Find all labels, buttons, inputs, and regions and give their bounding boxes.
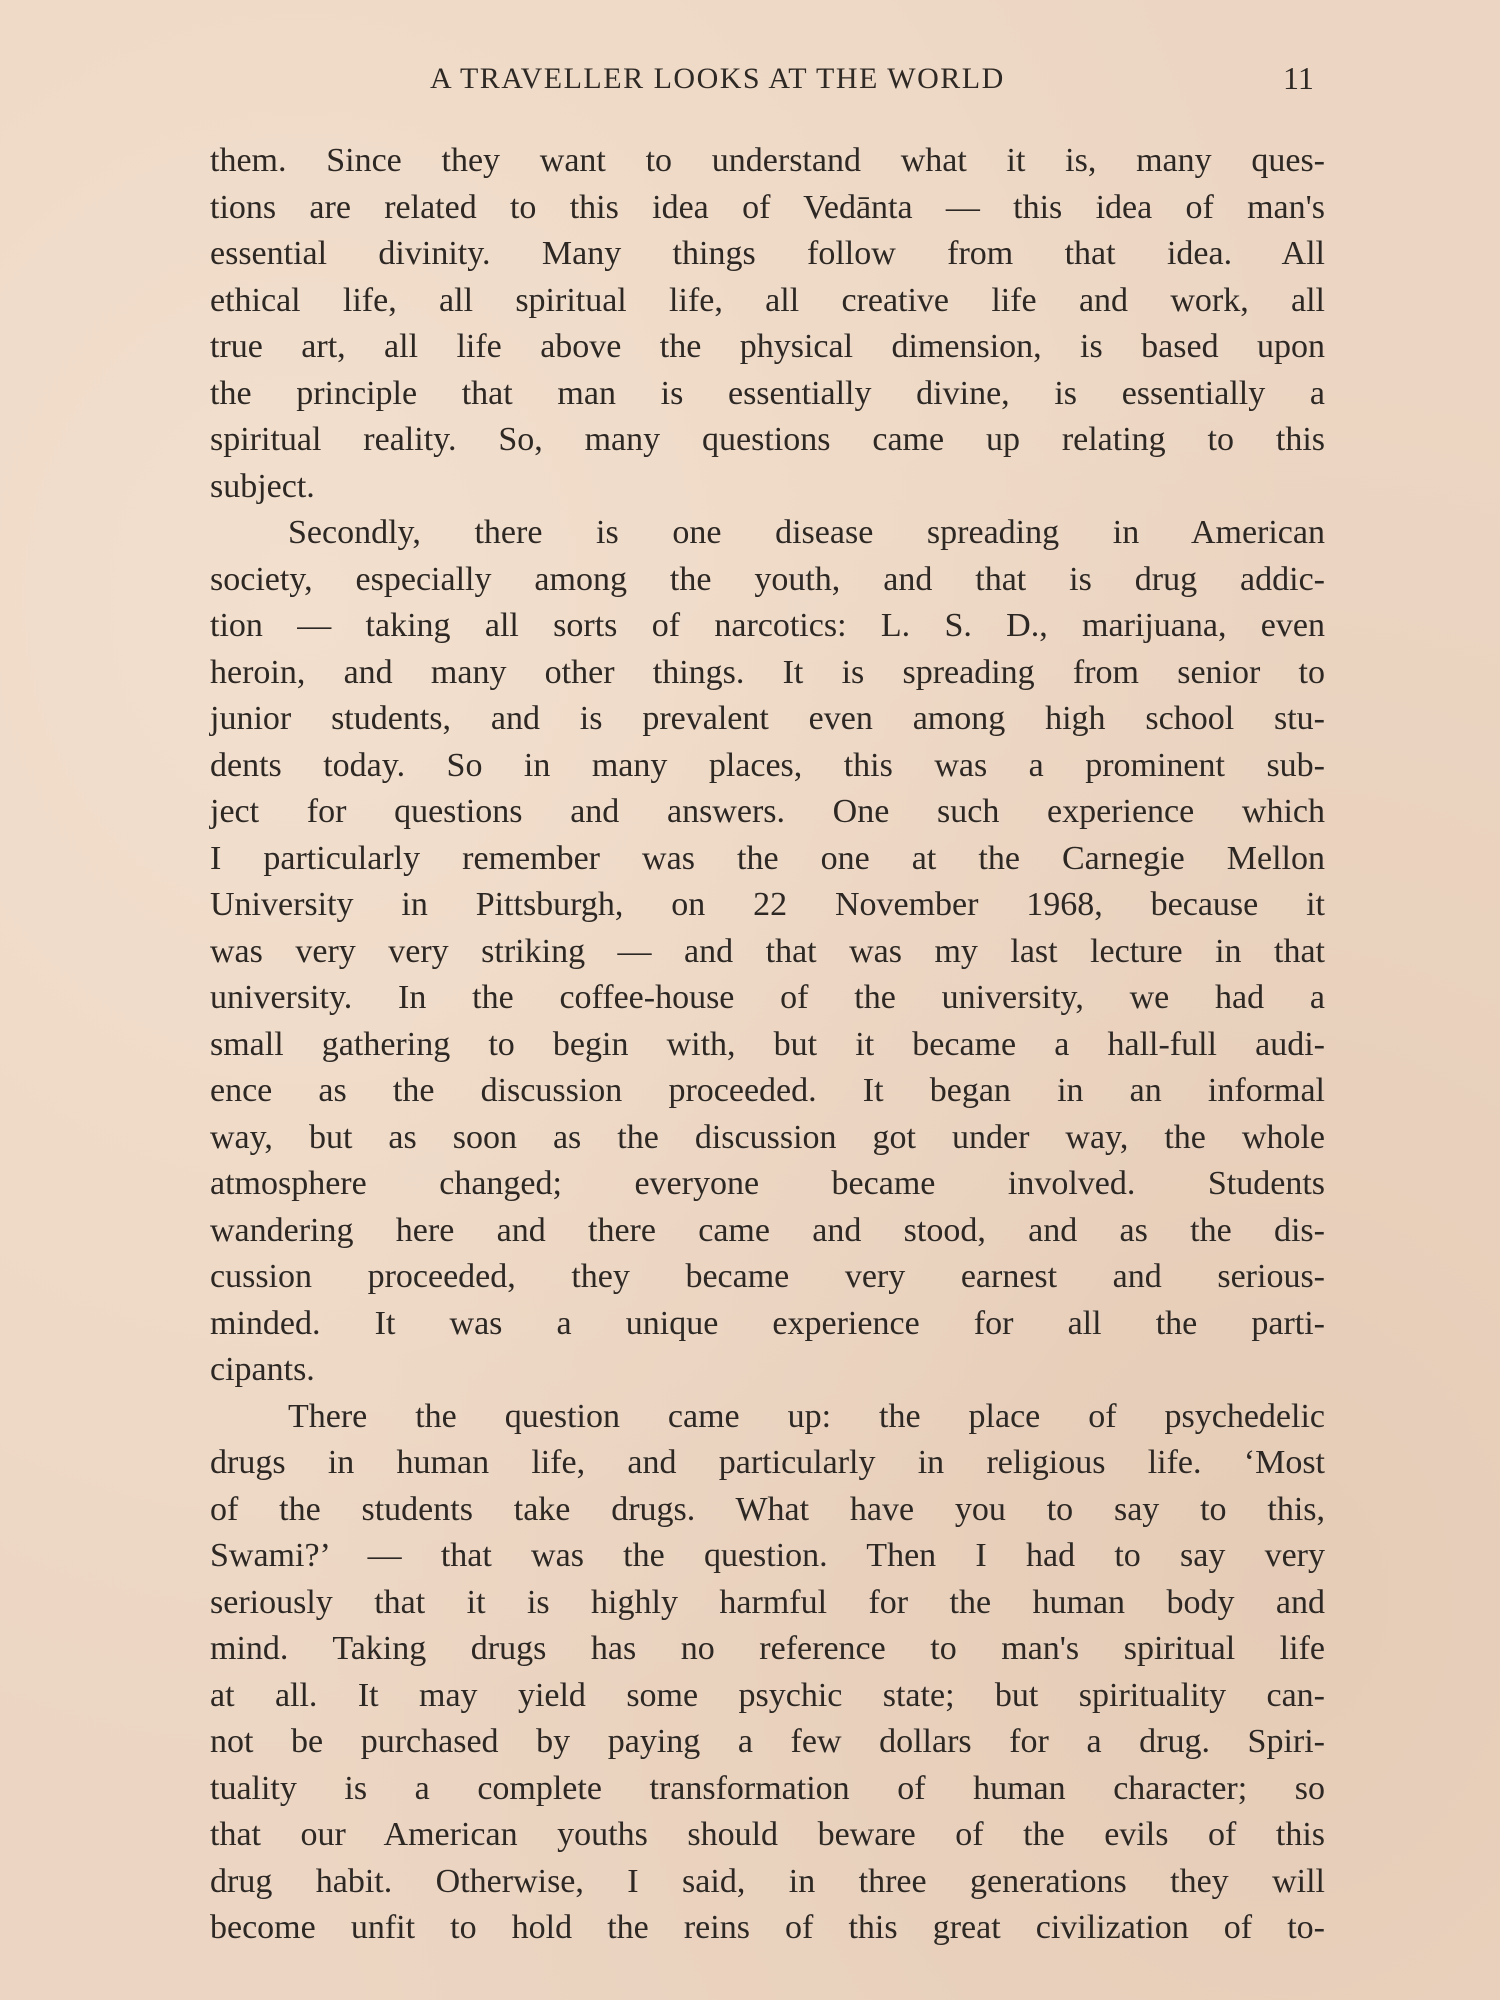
paragraph-3 (210, 1394, 1325, 1952)
paragraph-1 (210, 138, 1325, 510)
text-line: was very very striking — and that was my last lecture in that (210, 932, 1325, 970)
text-line: tions are related to this idea of Vedānta — this idea of man's (210, 188, 1325, 226)
text-line: ence as the discussion proceeded. It began in an informal (210, 1072, 1325, 1109)
text-line: atmosphere changed; everyone became involved. Students (210, 1165, 1325, 1202)
text-line: seriously that it is highly harmful for the human body and (210, 1583, 1325, 1621)
paragraph-2 (210, 510, 1325, 1394)
text-line: mind. Taking drugs has no reference to man's spiritual life (210, 1630, 1325, 1667)
text-line: Secondly, there is one disease spreading in American (288, 514, 1325, 551)
text-line: ethical life, all spiritual life, all creative life and work, all (210, 281, 1325, 319)
text-line: true art, all life above the physical dimension, is based upon (210, 328, 1325, 365)
text-line: cipants. (210, 1351, 315, 1388)
text-line: spiritual reality. So, many questions came up relating to this (210, 421, 1325, 458)
text-line: at all. It may yield some psychic state; but spirituality can- (210, 1676, 1325, 1714)
text-line: way, but as soon as the discussion got under way, the whole (210, 1118, 1325, 1156)
text-line: the principle that man is essentially divine, is essentially a (210, 374, 1325, 412)
text-line: tion — taking all sorts of narcotics: L. S. D., marijuana, even (210, 607, 1325, 644)
text-line: university. In the coffee-house of the university, we had a (210, 979, 1325, 1016)
text-line: tuality is a complete transformation of human character; so (210, 1769, 1325, 1807)
text-line: them. Since they want to understand what it is, many ques- (210, 142, 1325, 179)
text-line: that our American youths should beware of the evils of this (210, 1816, 1325, 1853)
text-line: become unfit to hold the reins of this great civilization of to- (210, 1909, 1325, 1946)
text-line: dents today. So in many places, this was a prominent sub- (210, 746, 1325, 784)
text-line: I particularly remember was the one at the Carnegie Mellon (210, 839, 1325, 877)
text-line: of the students take drugs. What have you to say to this, (210, 1490, 1325, 1528)
text-line: wandering here and there came and stood, and as the dis- (210, 1211, 1325, 1249)
text-line: heroin, and many other things. It is spreading from senior to (210, 653, 1325, 691)
running-head-title: A TRAVELLER LOOKS AT THE WORLD (430, 62, 1005, 95)
text-line: society, especially among the youth, and that is drug addic- (210, 560, 1325, 598)
page-number: 11 (1283, 60, 1314, 96)
text-line: subject. (210, 467, 315, 505)
text-line: not be purchased by paying a few dollars for a drug. Spiri- (210, 1723, 1325, 1760)
text-line: ject for questions and answers. One such experience which (210, 793, 1325, 830)
text-line: small gathering to begin with, but it became a hall-full audi- (210, 1025, 1325, 1063)
text-line: Swami?’ — that was the question. Then I had to say very (210, 1537, 1325, 1574)
text-line: essential divinity. Many things follow from that idea. All (210, 235, 1325, 272)
text-line: cussion proceeded, they became very earnest and serious- (210, 1258, 1325, 1295)
text-line: drug habit. Otherwise, I said, in three generations they will (210, 1862, 1325, 1900)
text-line: junior students, and is prevalent even among high school stu- (210, 700, 1325, 737)
body-text (210, 138, 1325, 1952)
text-line: minded. It was a unique experience for all the parti- (210, 1304, 1325, 1342)
text-line: drugs in human life, and particularly in religious life. ‘Most (210, 1444, 1325, 1481)
text-line: There the question came up: the place of psychedelic (288, 1397, 1325, 1435)
text-line: University in Pittsburgh, on 22 November 1968, because it (210, 886, 1325, 923)
